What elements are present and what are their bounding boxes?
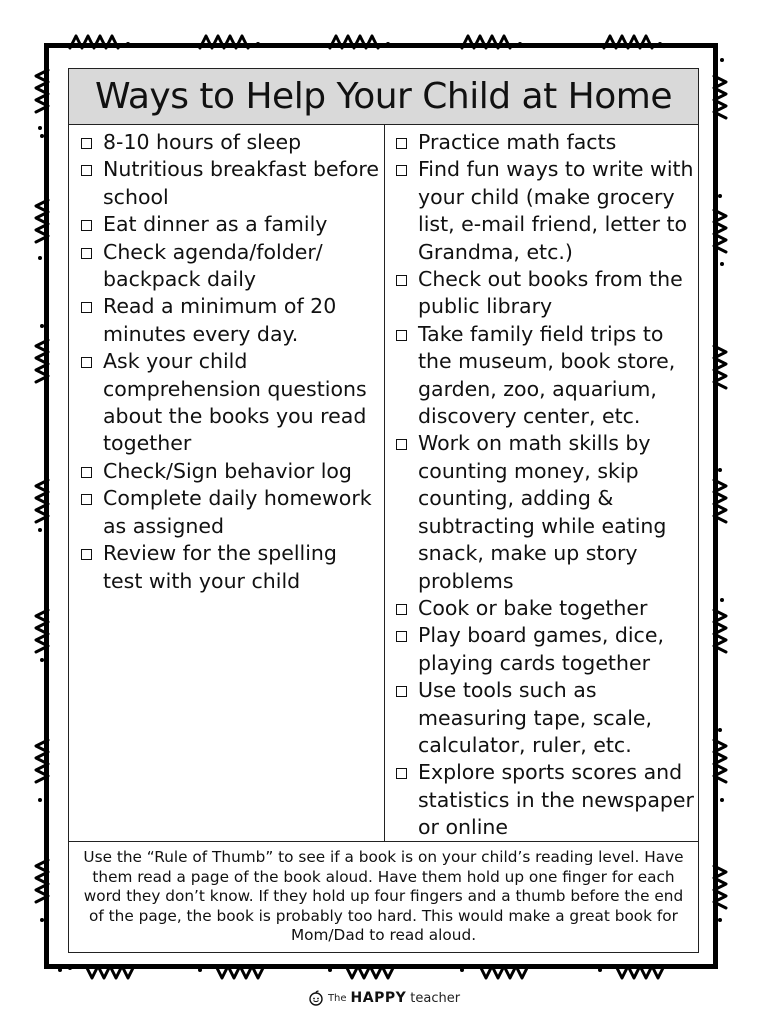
checkbox-icon <box>396 768 407 779</box>
checklist-item <box>394 595 696 622</box>
checkbox-icon <box>396 275 407 286</box>
checkbox-icon <box>81 248 92 259</box>
checklist-item <box>394 622 696 677</box>
brand-prefix: The <box>327 992 347 1004</box>
checklist-item-label: Play board games, dice, playing cards together <box>418 623 664 675</box>
checkbox-icon <box>396 439 407 450</box>
checkbox-icon <box>396 631 407 642</box>
checkbox-icon <box>81 467 92 478</box>
left-checklist <box>79 129 380 595</box>
checkbox-icon <box>81 220 92 231</box>
checklist-item <box>394 129 696 156</box>
checkbox-icon <box>81 165 92 176</box>
handout-sheet <box>68 68 699 953</box>
checklist-item-label: Practice math facts <box>418 130 617 154</box>
checkbox-icon <box>81 138 92 149</box>
checklist-item <box>394 266 696 321</box>
checklist-item <box>79 156 380 211</box>
checkbox-icon <box>81 494 92 505</box>
brand-name: HAPPY <box>350 990 407 1006</box>
checklist-item-label: Eat dinner as a family <box>103 212 328 237</box>
apple-icon <box>308 990 324 1006</box>
checklist-item <box>394 156 696 266</box>
checklist-item-label: Nutritious breakfast before school <box>103 157 379 209</box>
checklist-item-label: Explore sports scores and statistics in the newspaper or online <box>418 760 694 840</box>
checkbox-icon <box>396 604 407 615</box>
checklist-item-label: Read a minimum of 20 minutes every day. <box>103 294 337 346</box>
checklist-item <box>79 293 380 348</box>
page-title: Ways to Help Your Child at Home <box>95 76 672 117</box>
right-checklist <box>394 129 696 842</box>
checklist-item <box>79 239 380 294</box>
brand-suffix: teacher <box>410 990 461 1006</box>
checklist-item-label: Check/Sign behavior log <box>103 458 352 483</box>
checkbox-icon <box>396 138 407 149</box>
checklist-item-label: Ask your child comprehension questions about the books you read together <box>103 349 367 456</box>
checklist-item-label: 8-10 hours of sleep <box>103 130 302 154</box>
checklist-item-label: Check out books from the public library <box>418 267 683 319</box>
checklist-item-label: Work on math skills by counting money, skip counting, adding & subtracting while eating snack, make up story problems <box>418 431 667 593</box>
checklist-item <box>394 430 696 594</box>
checklist-item-label: Check agenda/folder/ backpack daily <box>103 239 323 292</box>
checklist-item-label: Take family field trips to the museum, book store, garden, zoo, aquarium, discovery center, etc. <box>418 321 676 429</box>
checklist-item <box>394 677 696 759</box>
right-column <box>385 125 698 841</box>
checkbox-icon <box>81 302 92 313</box>
checklist-item <box>394 759 696 841</box>
checklist-item <box>79 211 380 238</box>
checklist-item <box>79 348 380 458</box>
title-bar <box>69 69 698 125</box>
brand-logo <box>0 986 768 1010</box>
checklist-item-label: Use tools such as measuring tape, scale, calculator, ruler, etc. <box>418 678 653 757</box>
checklist-item <box>79 485 380 540</box>
checkbox-icon <box>396 686 407 697</box>
checklist-item <box>79 458 380 485</box>
checkbox-icon <box>396 330 407 341</box>
checklist-item-label: Cook or bake together <box>418 595 648 620</box>
left-column <box>69 125 385 841</box>
checklist-item <box>79 129 380 156</box>
rule-of-thumb-note: Use the “Rule of Thumb” to see if a book is on your child’s reading level. Have them read a page of the book aloud. Have them hold up one finger for each word they don’t know. If they hold up four fingers and a thumb before the end of the page, the book is probably too hard. This would make a great book for Mom/Dad to read aloud. <box>69 841 698 952</box>
checkbox-icon <box>81 549 92 560</box>
checklist-item <box>394 321 696 431</box>
checkbox-icon <box>81 357 92 368</box>
checkbox-icon <box>396 165 407 176</box>
checklist-item-label: Complete daily homework as assigned <box>103 486 372 538</box>
checklist-item-label: Review for the spelling test with your child <box>103 541 337 593</box>
checklist-item-label: Find fun ways to write with your child (make grocery list, e-mail friend, letter to Grandma, etc.) <box>418 157 694 264</box>
checklist-item <box>79 540 380 595</box>
